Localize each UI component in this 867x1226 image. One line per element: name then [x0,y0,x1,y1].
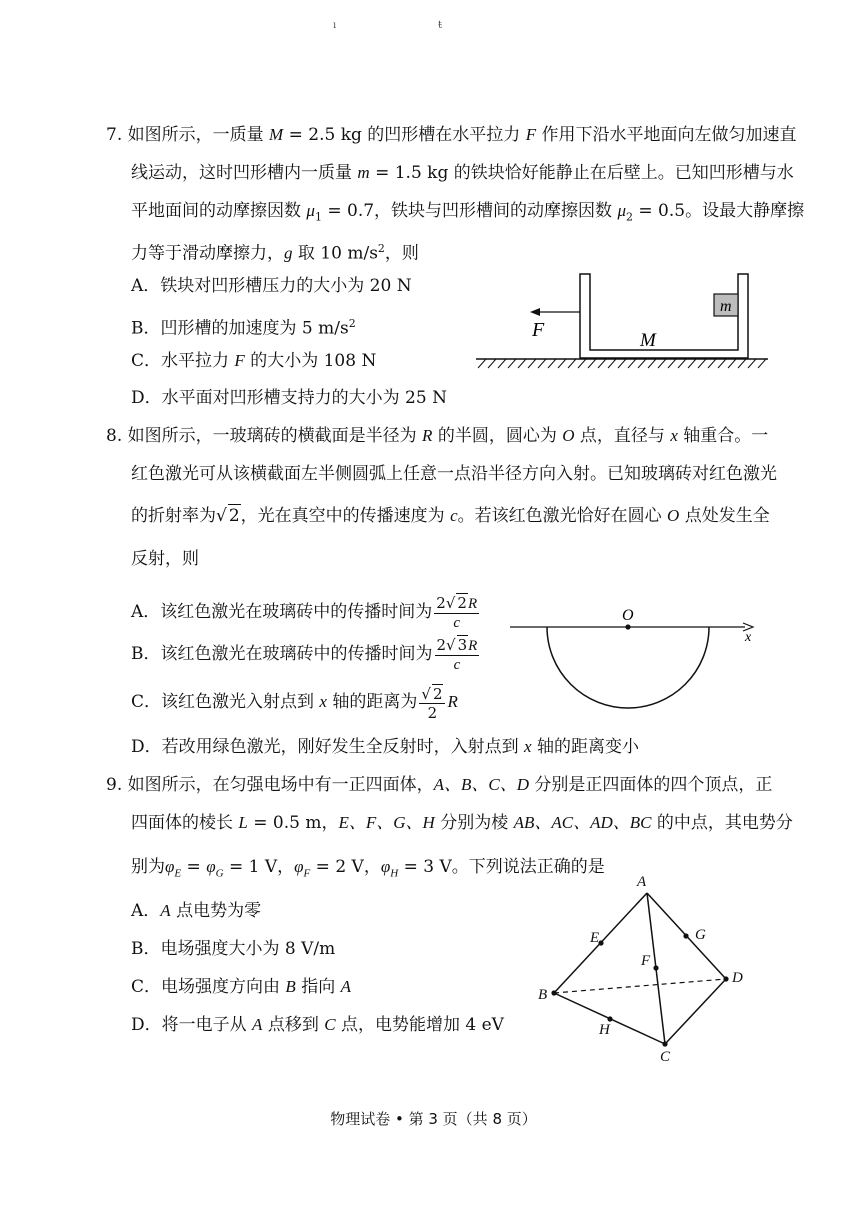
q9-vars: A、B、C、D [433,775,530,794]
q8-option-c [131,680,458,724]
sqrt-symbol: √ [421,684,431,703]
frac-coef: 2 [436,636,447,654]
sqrt-symbol: √ [446,636,456,654]
q7-text: 如图所示，一质量 [127,125,270,145]
q8-text: A．该红色激光在玻璃砖中的传播时间为 [131,602,433,622]
center-point-O [625,624,630,629]
q7-text: = 1.5 kg 的铁块恰好能静止在后壁上。已知凹形槽与水 [369,163,794,183]
page-footer: 物理试卷 • 第 3 页（共 8 页） [330,1110,537,1128]
q9-line-2 [131,812,793,834]
q7-text: 平地面间的动摩擦因数 [131,201,307,221]
q9-var-A: A [252,1015,263,1034]
q9-var-C: C [324,1015,336,1034]
label-x: x [745,630,752,645]
point-H [607,1016,612,1021]
q9-text: 如图所示，在匀强电场中有一正四面体， [127,775,434,795]
q7-var-mu2: μ [617,201,626,220]
q7-text: 力等于滑动摩擦力， [131,243,284,264]
q8-text: 轴的距离为 [326,692,418,712]
q9-figure [530,868,760,1064]
q8-radicand: 2 [228,506,240,526]
q7-number: 7. [106,125,123,145]
q7-text: B．凹形槽的加速度为 5 m/s [131,318,349,339]
q9-option-b: B．电场强度大小为 8 V/m [131,939,336,959]
q7-var-g: g [284,243,293,263]
frac-R: R [468,638,478,654]
q9-phi: φ [165,857,175,876]
label-O: O [622,607,634,624]
q9-text: 分别是正四面体的四个顶点，正 [529,775,773,795]
fraction [434,593,479,632]
q9-text: = [181,857,207,877]
q8-number: 8. [106,426,123,446]
q8-text: 轴的距离变小 [531,737,639,757]
q8-var-R: R [422,426,433,445]
point-B [551,990,556,995]
label-G: G [695,927,706,943]
q9-option-c [131,976,351,998]
q7-var-M: M [269,125,284,144]
label-F: F [641,953,651,969]
q9-text: = 1 V， [223,857,295,877]
q7-text: = 0.5。设最大静摩擦 [633,201,805,221]
q8-line-1 [106,425,768,447]
q7-option-a: A．铁块对凹形槽压力的大小为 20 N [131,276,412,296]
ground-hatch [478,359,766,368]
q7-option-d: D．水平面对凹形槽支持力的大小为 25 N [131,388,447,408]
q9-text: 四面体的棱长 [131,813,239,833]
q8-var-x: x [524,737,532,756]
q7-sub: 2 [626,210,633,224]
q8-text: 如图所示，一玻璃砖的横截面是半径为 [127,426,423,446]
sqrt-symbol: √ [445,594,456,612]
q8-var-x: x [670,426,678,445]
q9-var-B: B [285,977,296,996]
q7-text: ，则 [384,243,419,264]
q8-option-b [131,632,481,676]
q8-line-3 [131,504,770,527]
q9-var-A: A [160,901,171,920]
label-M: M [640,330,656,351]
frac-den: c [453,657,461,673]
label-H: H [599,1022,610,1038]
q7-line-2 [131,162,794,184]
scan-mark-left: ı [333,20,337,31]
sqrt-symbol: √ [216,506,227,526]
q8-option-a [131,590,481,634]
q8-text: 点，直径与 [574,426,671,446]
q7-option-b [131,313,356,340]
q7-sup: 2 [377,242,385,255]
q7-var-F: F [525,125,537,144]
label-F: F [532,319,545,341]
q8-figure [505,600,765,715]
q9-text: = 3 V [398,857,452,877]
q9-number: 9. [106,775,123,795]
q8-line-2: 红色激光可从该横截面左半侧圆弧上任意一点沿半径方向入射。已知玻璃砖对红色激光 [131,464,777,484]
q7-figure [470,268,770,378]
q9-line-1 [106,774,772,796]
q7-text: = 2.5 kg 的凹形槽在水平拉力 [283,125,526,145]
q7-var-F: F [234,351,245,370]
q8-var-O: O [667,506,680,525]
q9-text: A． [131,901,161,921]
label-C: C [660,1049,671,1064]
point-F [653,965,658,970]
q9-var-L: L [238,813,248,832]
scan-mark-right: ŧ [438,20,443,31]
q8-line-4: 反射，则 [131,549,199,569]
label-B: B [538,987,548,1003]
q9-text: 点，电势能增加 4 eV [335,1015,504,1035]
label-A: A [637,874,647,890]
q8-option-d [131,736,639,758]
point-G [683,933,688,938]
q7-var-mu1: μ [306,201,315,220]
q8-var-R: R [447,692,458,711]
q8-text: D．若改用绿色激光，刚好发生全反射时，入射点到 [131,737,525,757]
q9-vars: E、F、G、H [338,813,435,832]
q7-line-3 [131,200,804,228]
q8-text: ，光在真空中的传播速度为 [240,506,451,526]
point-D [723,976,728,981]
q8-text: B．该红色激光在玻璃砖中的传播时间为 [131,644,433,664]
q8-text: 。若该红色激光恰好在圆心 [457,506,668,526]
q9-text: D．将一电子从 [131,1015,253,1035]
q9-edges: AB、AC、AD、BC [513,813,652,832]
label-m: m [720,298,732,315]
q9-option-d [131,1014,504,1036]
q9-option-a [131,900,261,922]
q8-text: 的半圆，圆心为 [432,426,563,446]
q7-line-4 [131,238,419,265]
q7-text: 线运动，这时凹形槽内一质量 [131,163,358,183]
q7-var-m: m [357,163,370,182]
q9-sub: E [174,867,182,880]
frac-radicand: 2 [432,684,443,703]
q7-text: C．水平拉力 [131,351,235,371]
q7-text: = 0.7，铁块与凹形槽间的动摩擦因数 [321,201,618,221]
q7-text: 的大小为 108 N [244,351,377,371]
q9-text: = 0.5 m， [247,813,339,833]
fraction [419,684,445,722]
q8-var-O: O [562,426,575,445]
q7-sup: 2 [348,317,356,330]
q9-text: 别为 [131,857,165,877]
q9-text: 。下列说法正确的是 [451,857,605,877]
q9-phi: φ [206,857,216,876]
q9-phi: φ [294,857,304,876]
point-C [662,1041,667,1046]
edge-CD [665,979,726,1044]
q9-text: C．电场强度方向由 [131,977,286,997]
q9-phi: φ [380,857,391,876]
q9-text: 点电势为零 [170,901,262,921]
label-E: E [590,930,600,946]
q9-text: 指向 [295,977,341,997]
q9-text: 的中点，其电势分 [651,813,793,833]
q9-sub: H [390,867,399,880]
q7-text: 作用下沿水平地面向左做匀加速直 [536,125,797,145]
q8-text: 轴重合。一 [677,426,769,446]
semicircle-arc [547,627,709,708]
q8-text: 点处发生全 [679,506,770,526]
q9-sub: F [303,867,311,880]
edge-BD-hidden [554,979,726,993]
q8-text: 的折射率为 [131,506,216,526]
frac-den: c [453,615,461,631]
q9-text: 分别为棱 [434,813,514,833]
q9-text: = 2 V， [310,857,381,877]
frac-radicand: 3 [457,636,468,654]
frac-coef: 2 [436,594,446,612]
q8-var-c: c [450,506,458,525]
label-D: D [732,970,743,986]
fraction [435,635,480,674]
q7-text: 取 10 m/s [292,243,378,264]
q7-line-1 [106,124,797,146]
q7-option-c [131,350,376,372]
q8-var-x: x [319,692,327,711]
frac-den: 2 [427,703,438,722]
q9-sub: G [215,867,224,880]
frac-R: R [467,596,478,612]
q8-text: C．该红色激光入射点到 [131,692,320,712]
force-arrowhead [530,308,540,316]
point-E [598,940,603,945]
q9-var-A: A [340,977,352,996]
frac-radicand: 2 [457,594,467,612]
q9-text: 点移到 [262,1015,325,1035]
q7-sub: 1 [314,210,322,224]
